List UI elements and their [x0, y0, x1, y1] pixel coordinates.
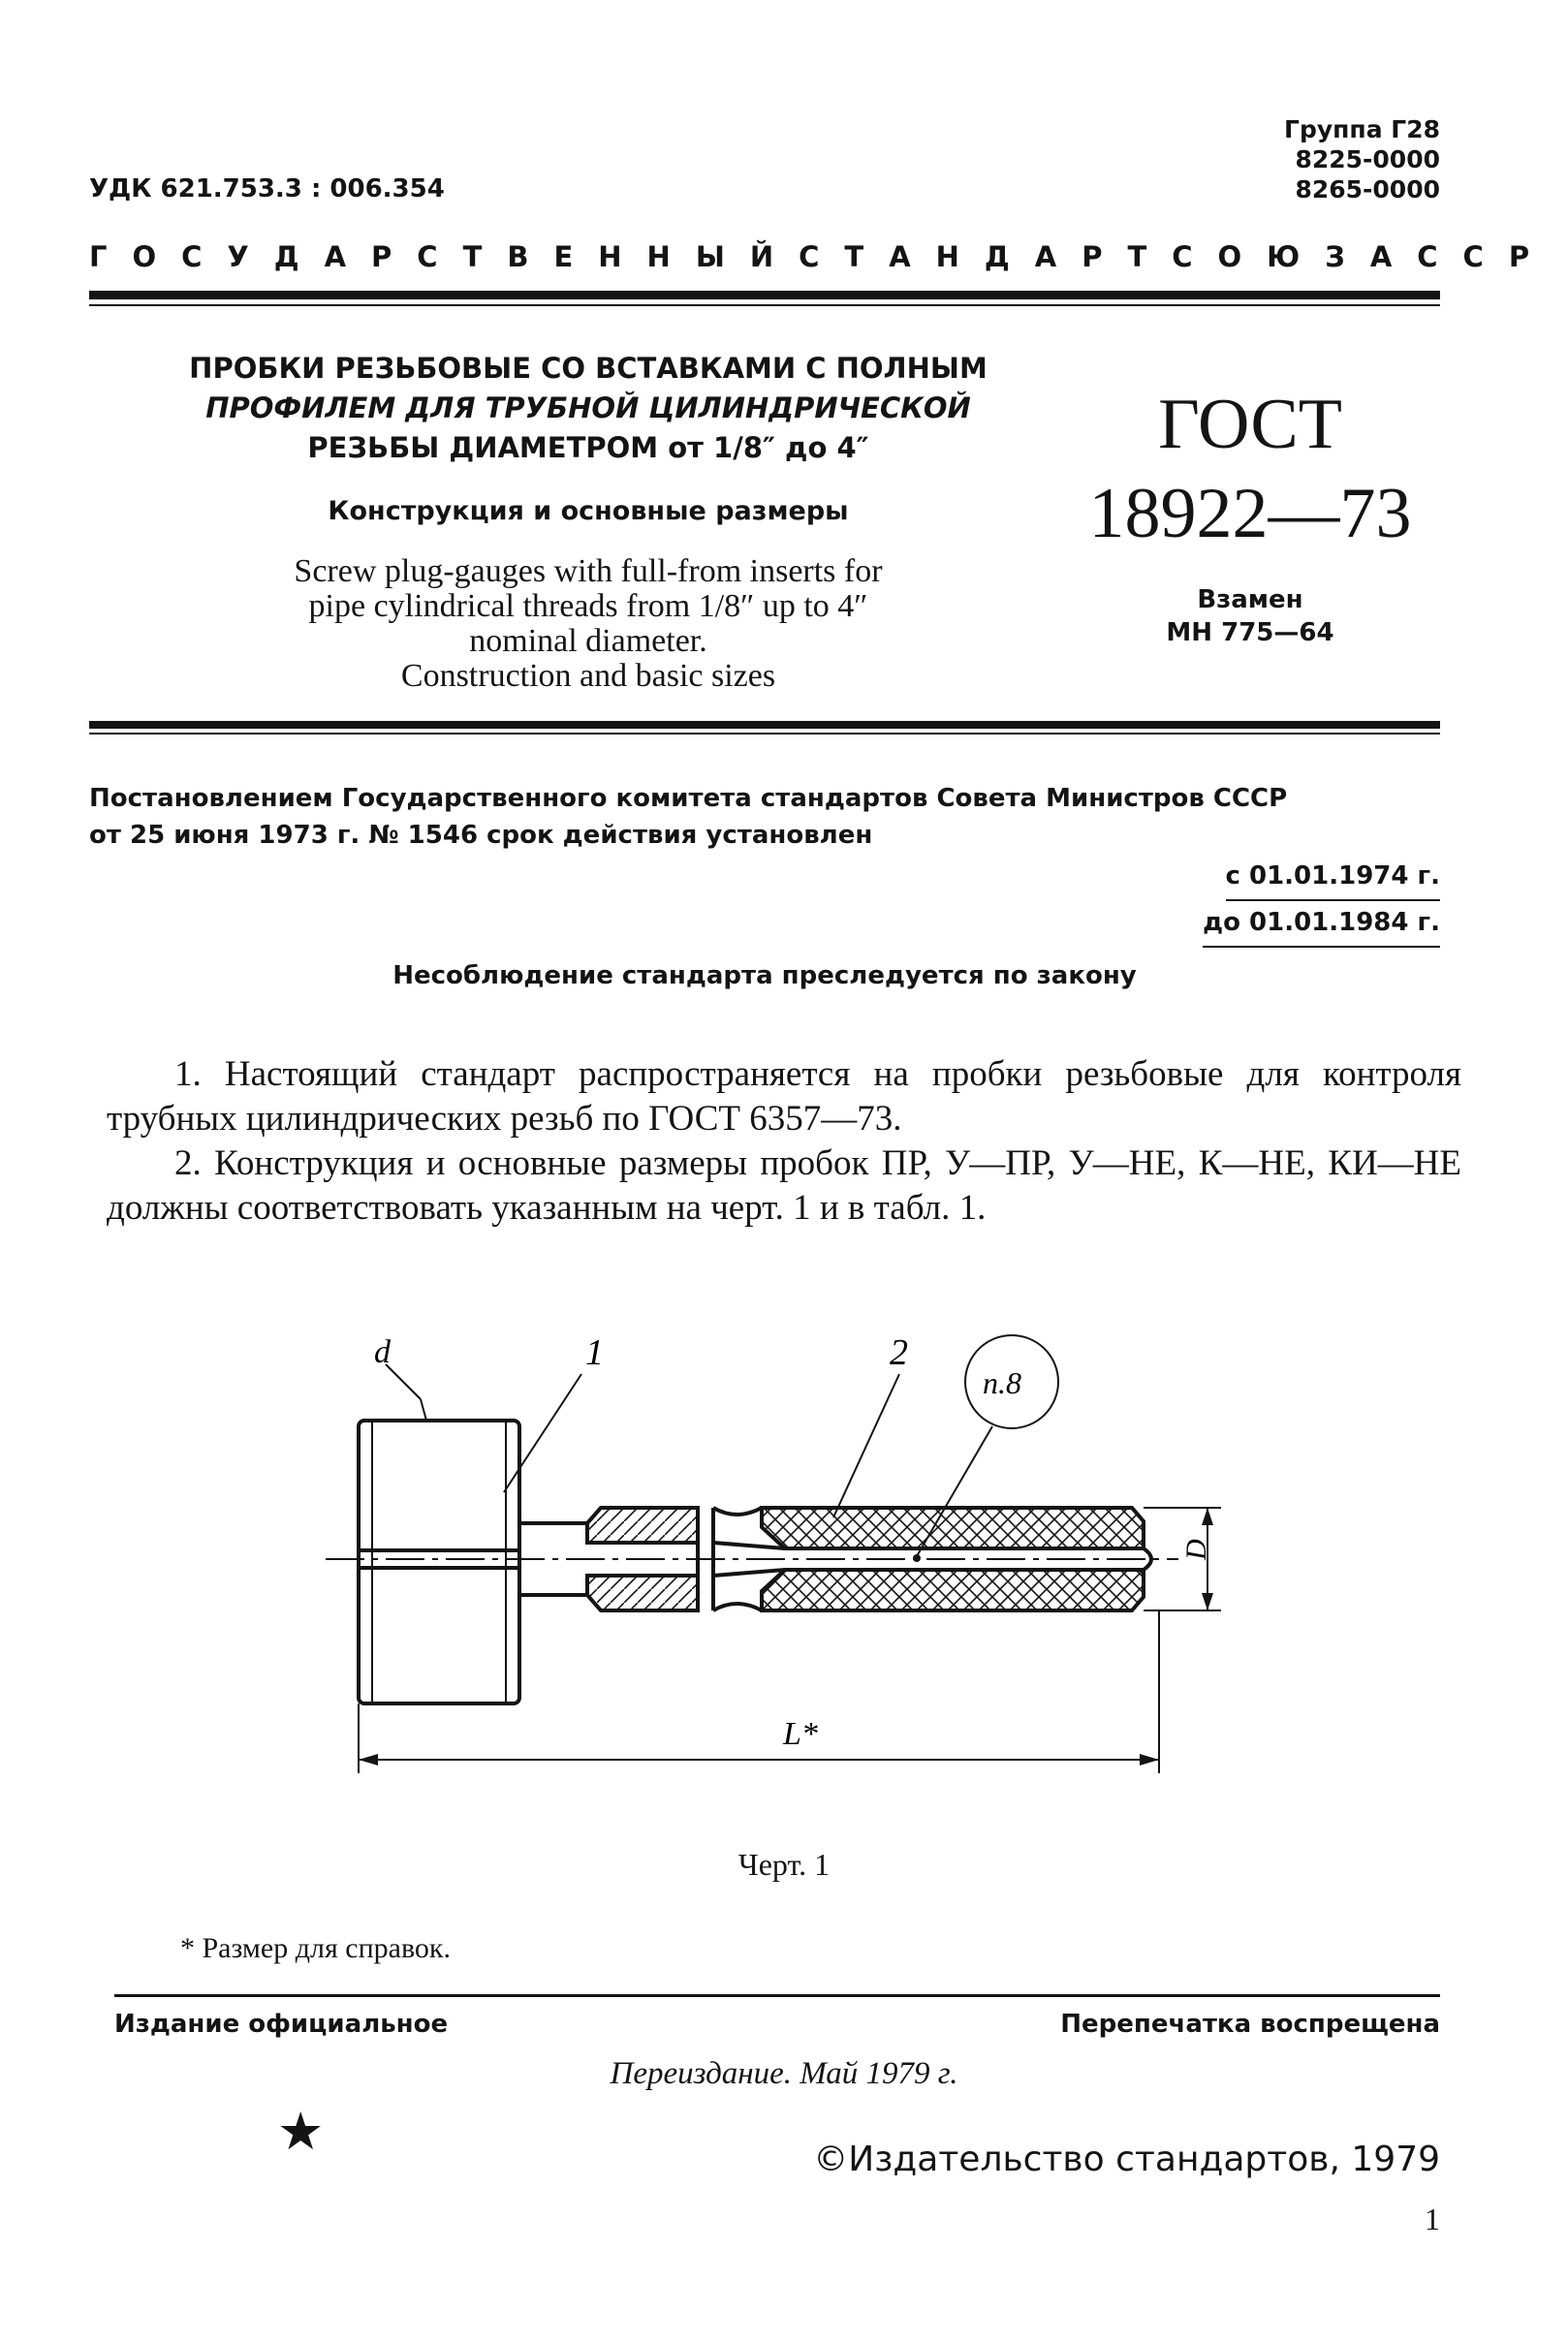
decree-line-2: от 25 июня 1973 г. № 1546 срок действия установлен: [89, 821, 873, 850]
title-rule-thin: [89, 733, 1440, 734]
header-rule-thin: [89, 304, 1440, 306]
dimension-L-label: L*: [783, 1716, 818, 1752]
figure-caption: Черт. 1: [737, 1847, 831, 1882]
replaced-label: Взамен: [1197, 585, 1303, 614]
state-standard-line: [89, 240, 1555, 273]
insert-upper: [762, 1508, 1144, 1548]
decree-text: [89, 780, 1440, 854]
penalty-notice: Несоблюдение стандарта преследуется по закону: [392, 961, 1137, 990]
reprint-ban: Перепечатка воспрещена: [1060, 2010, 1440, 2039]
gost-name: ГОСТ: [1158, 385, 1342, 464]
title-ru-line-1: ПРОБКИ РЕЗЬБОВЫЕ СО ВСТАВКАМИ С ПОЛНЫМ: [189, 352, 988, 385]
group-line-1: Группа Г28: [1284, 115, 1440, 143]
group-line-2: 8225-0000: [1295, 145, 1440, 173]
standard-word-4: ССР: [1417, 240, 1555, 273]
gost-designation: [1076, 380, 1425, 558]
gost-number: 18922—73: [1088, 474, 1412, 553]
title-en-line-4: Construction and basic sizes: [400, 658, 776, 694]
title-ru: [89, 349, 1087, 468]
group-code: [1284, 114, 1440, 204]
title-ru-line-3: РЕЗЬБЫ ДИАМЕТРОМ от 1/8″ до 4″: [307, 431, 869, 464]
title-ru-line-2: ПРОФИЛЕМ ДЛЯ ТРУБНОЙ ЦИЛИНДРИЧЕСКОЙ: [205, 391, 971, 424]
title-rule-thick: [89, 721, 1440, 729]
sleeve-upper: [587, 1508, 698, 1543]
title-en: [89, 554, 1087, 694]
header-rule-thick: [89, 291, 1440, 299]
title-en-line-2: pipe cylindrical threads from 1/8″ up to 4″: [308, 588, 868, 624]
replaced-standard: [1076, 583, 1425, 649]
label-p8: п.8: [983, 1365, 1021, 1400]
plug-gauge-drawing: [0, 1318, 1568, 1841]
standard-word-1: ГОСУДАРСТВЕННЫЙ: [89, 240, 800, 273]
label-part-2: 2: [890, 1332, 908, 1373]
dimension-D-label: D: [1180, 1539, 1212, 1560]
subtitle-ru: Конструкция и основные размеры: [328, 496, 849, 526]
paragraph-1: 1. Настоящий стандарт распространяется на пробки резьбовые для контроля трубных цилиндрических резьб по ГОСТ 6357—73.: [107, 1054, 1461, 1139]
valid-to: до 01.01.1984 г.: [1203, 901, 1440, 948]
page-number: 1: [1425, 2202, 1440, 2236]
valid-from: с 01.01.1974 г.: [1226, 855, 1440, 901]
handle-body: [359, 1421, 519, 1703]
body-text: [107, 1052, 1461, 1231]
standard-word-2: СТАНДАРТ: [799, 240, 1173, 273]
decree-line-1: Постановлением Государственного комитета стандартов Совета Министров СССР: [89, 784, 1288, 813]
official-edition: Издание официальное: [114, 2010, 449, 2039]
star-icon: ★: [277, 2101, 325, 2162]
label-part-1: 1: [585, 1332, 604, 1373]
sleeve-lower: [587, 1576, 698, 1610]
reissue-note: Переиздание. Май 1979 г.: [610, 2056, 958, 2091]
footnote: * Размер для справок.: [180, 1932, 451, 1964]
title-en-line-3: nominal diameter.: [469, 623, 707, 659]
insert-lower: [762, 1570, 1144, 1610]
footer-rule: [114, 1994, 1440, 1997]
udk-code: УДК 621.753.3 : 006.354: [89, 174, 445, 203]
paragraph-2: 2. Конструкция и основные размеры пробок ПР, У—ПР, У—НЕ, К—НЕ, КИ—НЕ должны соответствовать указанным на черт. 1 и в табл. 1.: [107, 1143, 1461, 1228]
validity-dates: [1203, 855, 1440, 948]
title-en-line-1: Screw plug-gauges with full-from inserts for: [294, 553, 883, 589]
standard-word-3: СОЮЗА: [1172, 240, 1418, 273]
copyright: ©Издательство стандартов, 1979: [813, 2140, 1440, 2179]
label-d: d: [374, 1334, 391, 1370]
group-line-3: 8265-0000: [1295, 175, 1440, 203]
replaced-value: МН 775—64: [1166, 618, 1334, 647]
